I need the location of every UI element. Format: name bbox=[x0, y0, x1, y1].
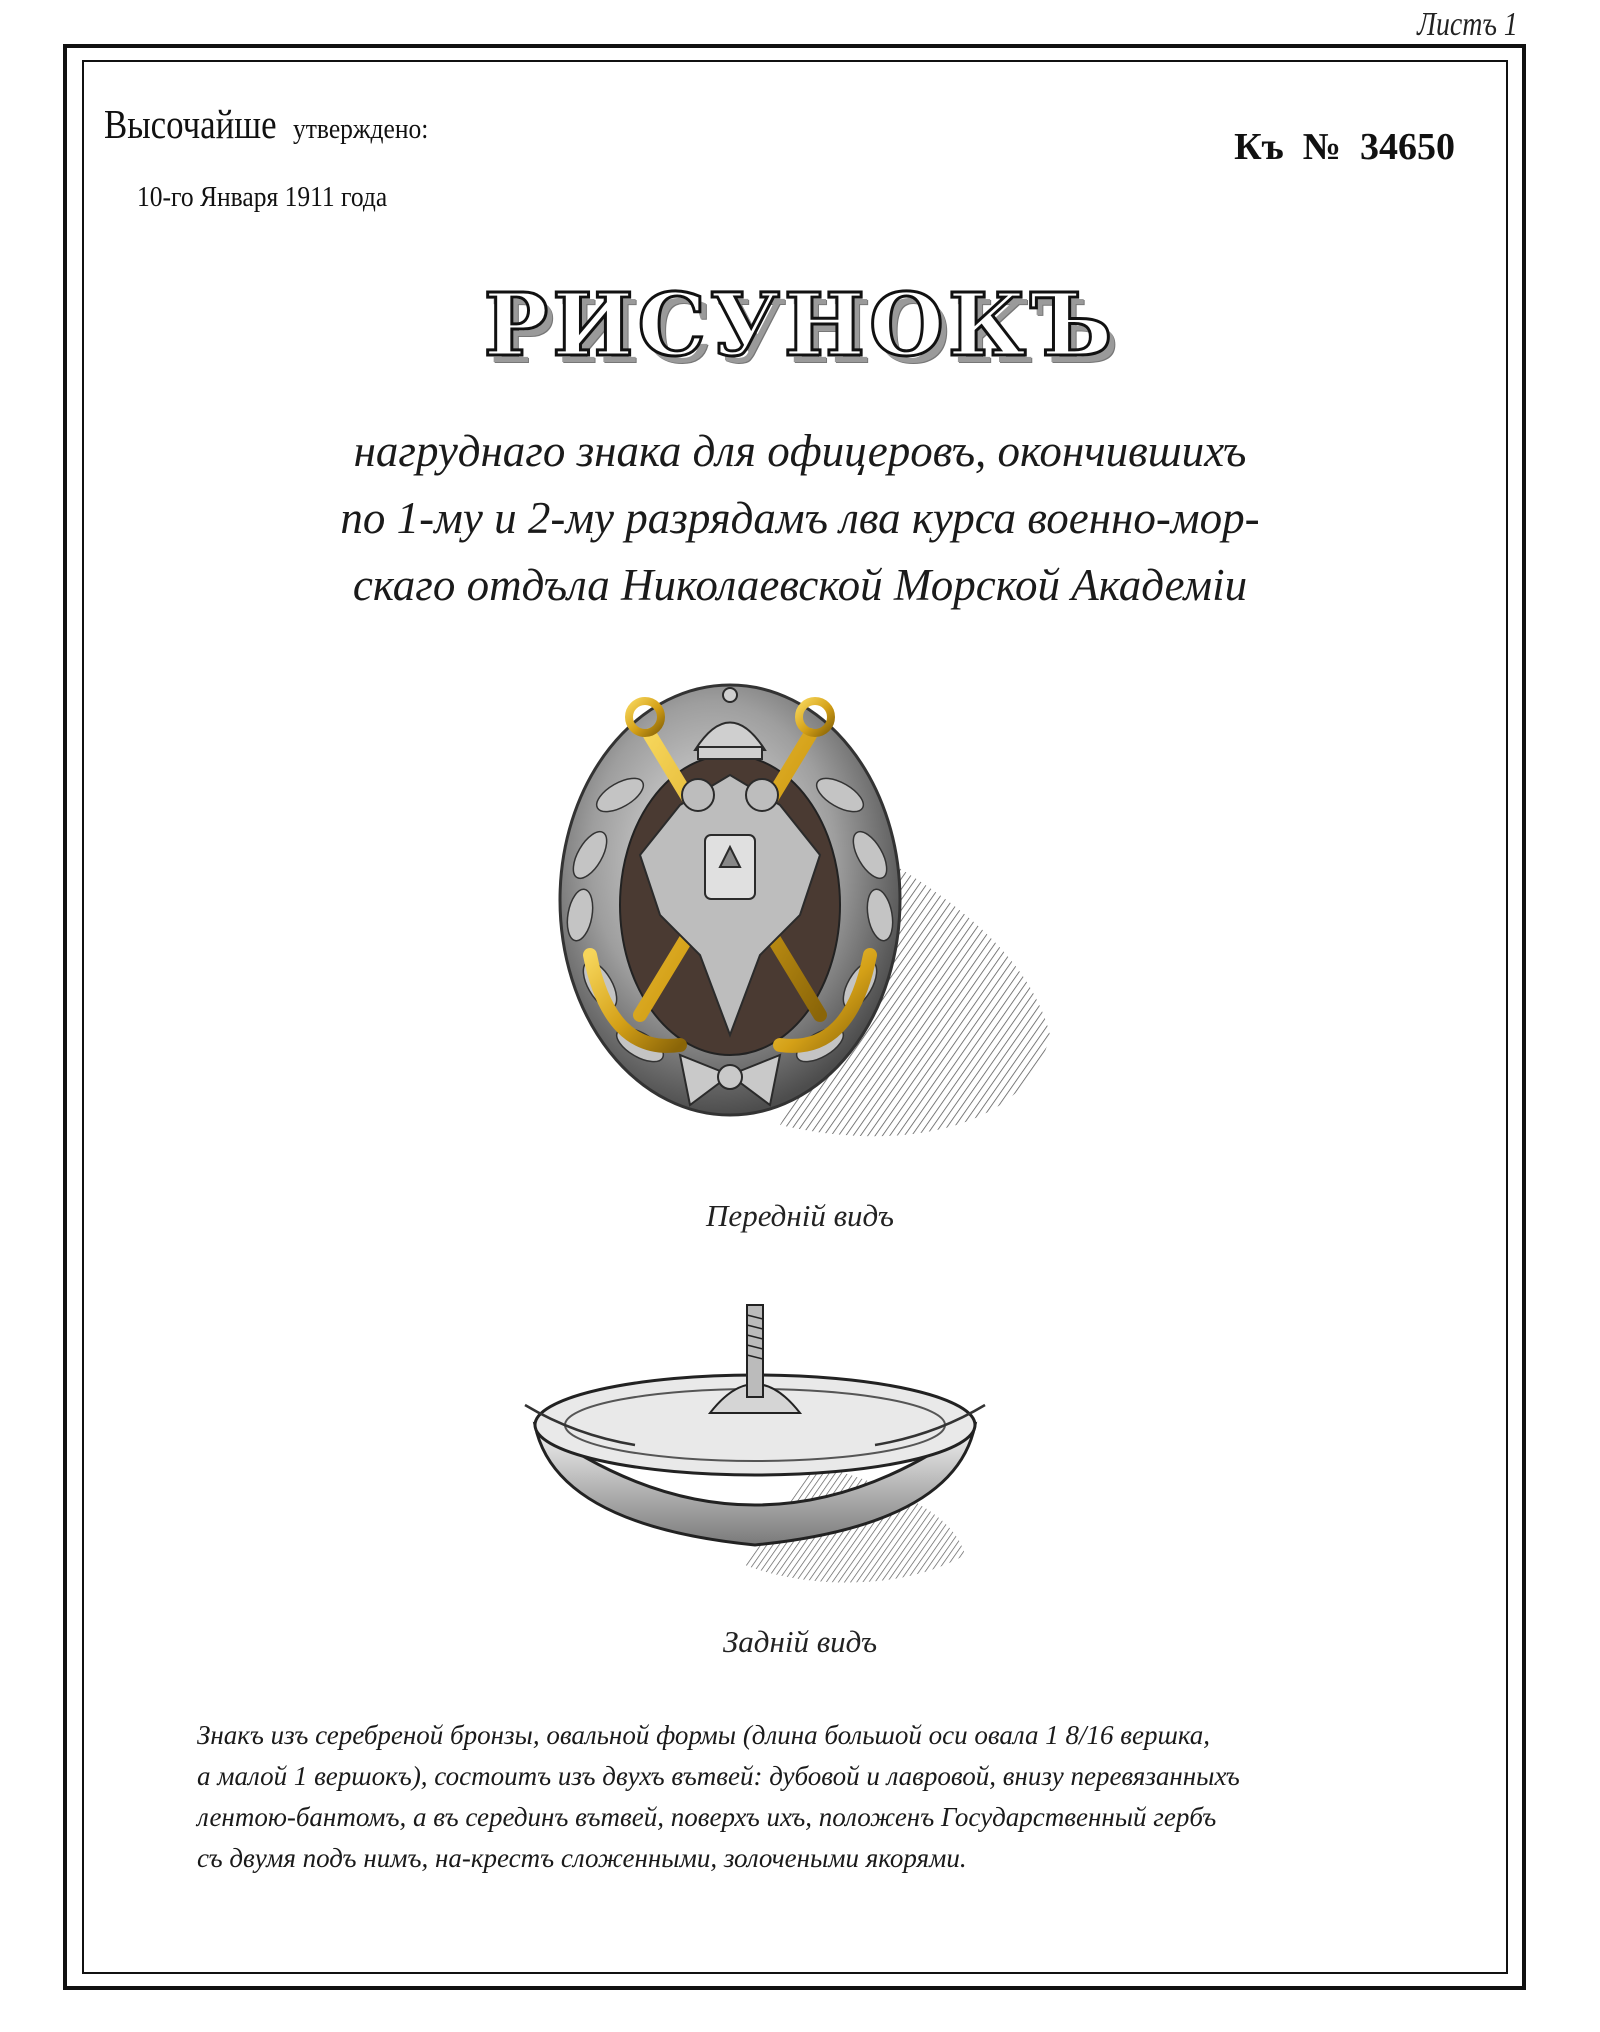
back-view-caption: Заднiй видъ bbox=[722, 1624, 878, 1659]
subtitle-line: по 1-му и 2-му разрядамъ лва курса военно-мор- bbox=[340, 493, 1260, 543]
description bbox=[197, 1715, 1417, 1879]
badge-back-illustration bbox=[515, 1285, 995, 1595]
subtitle bbox=[0, 418, 1600, 619]
badge-front-illustration bbox=[530, 655, 1070, 1155]
page-title: РИСУНОКЪ bbox=[483, 275, 1117, 376]
approval-big-text: Высочайше bbox=[104, 101, 277, 147]
description-line: съ двумя подъ нимъ, на-крестъ сложенными, золочеными якорями. bbox=[197, 1843, 967, 1873]
front-view-caption: Переднiй видъ bbox=[706, 1198, 894, 1233]
approval-line bbox=[104, 100, 447, 148]
subtitle-line: скаго отдъла Николаевской Морской Академiи bbox=[352, 560, 1248, 610]
description-line: а малой 1 вершокъ), состоитъ изъ двухъ вътвей: дубовой и лавровой, внизу перевязанныхъ bbox=[197, 1761, 1240, 1791]
title-block bbox=[0, 275, 1600, 376]
description-line: лентою-бантомъ, а въ серединъ вътвей, поверхъ ихъ, положенъ Государственный гербъ bbox=[197, 1802, 1217, 1832]
description-line: Знакъ изъ серебреной бронзы, овальной формы (длина большой оси овала 1 8/16 вершка, bbox=[197, 1720, 1211, 1750]
approval-date: 10-го Января 1911 года bbox=[137, 181, 388, 213]
subtitle-line: нагруднаго знака для офицеровъ, окончившихъ bbox=[353, 426, 1247, 476]
approval-small-text: утверждено: bbox=[293, 113, 429, 145]
sheet-label: Листъ 1 bbox=[1417, 6, 1518, 43]
document-number: Къ № 34650 bbox=[1234, 126, 1455, 168]
